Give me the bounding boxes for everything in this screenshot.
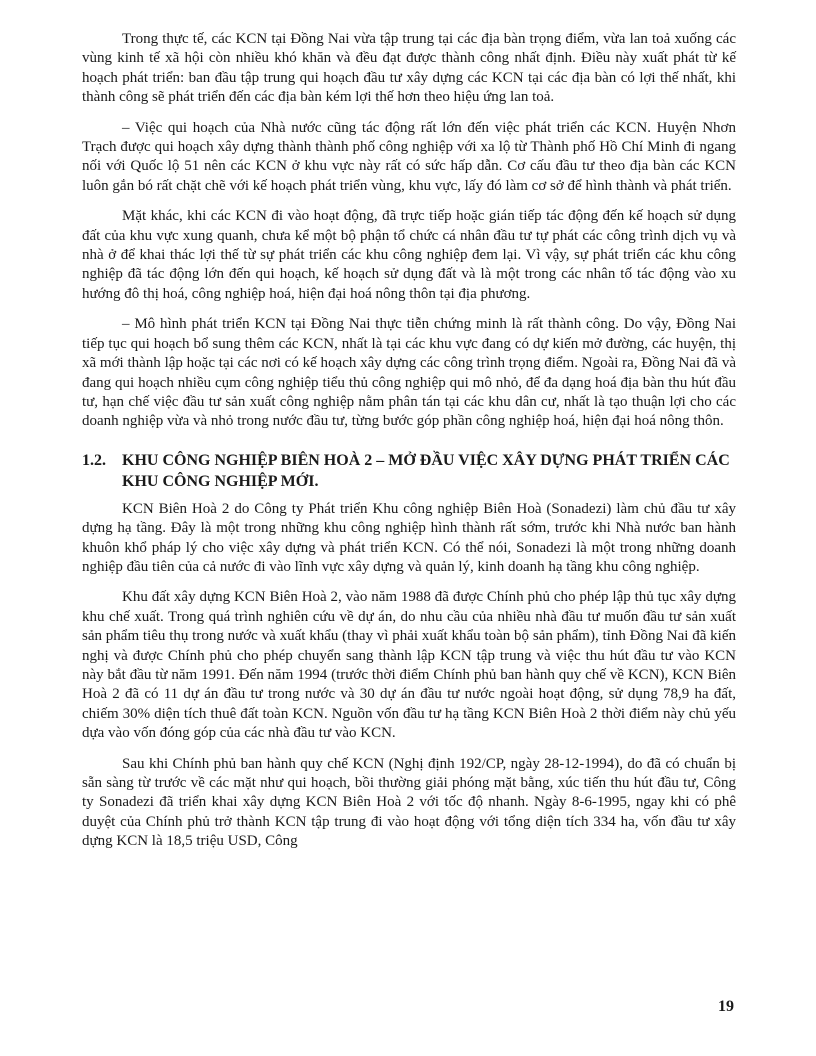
document-page bbox=[82, 30, 736, 863]
section-heading bbox=[82, 450, 736, 492]
paragraph: – Mô hình phát triển KCN tại Đồng Nai thực tiễn chứng minh là rất thành công. Do vậy, Đồng Nai tiếp tục qui hoạch bổ sung thêm các KCN, nhất là tại các khu vực đang có dự kiến mở đường, các huyện, thị xã mới thành lập hoặc tại các nơi có kế hoạch xây dựng các công trình trọng điểm. Ngoài ra, Đồng Nai đã và đang qui hoạch nhiều cụm công nghiệp tiểu thủ công nghiệp qui mô nhỏ, để đa dạng hoá địa bàn thu hút đầu tư, hạn chế việc đầu tư sản xuất công nghiệp nằm phân tán tại các khu dân cư, nhất là tạo thuận lợi cho các doanh nghiệp vừa và nhỏ trong nước đầu tư, từng bước góp phần công nghiệp hoá, hiện đại hoá nông thôn. bbox=[82, 316, 736, 430]
paragraph: – Việc qui hoạch của Nhà nước cũng tác động rất lớn đến việc phát triển các KCN. Huyện Nhơn Trạch được qui hoạch xây dựng thành thành phố công nghiệp với xa lộ từ Thành phố Hồ Chí Minh đi ngang nối với Quốc lộ 51 nên các KCN ở khu vực này rất có sức hấp dẫn. Cơ cấu đầu tư theo địa bàn các KCN luôn gắn bó rất chặt chẽ với kế hoạch phát triển vùng, khu vực, lấy đó làm cơ sở để hình thành và phát triển. bbox=[82, 119, 736, 194]
section-title: KHU CÔNG NGHIỆP BIÊN HOÀ 2 – MỞ ĐẦU VIỆC XÂY DỰNG PHÁT TRIỂN CÁC KHU CÔNG NGHIỆP MỚI. bbox=[122, 451, 730, 490]
paragraph: KCN Biên Hoà 2 do Công ty Phát triển Khu công nghiệp Biên Hoà (Sonadezi) làm chủ đầu tư xây dựng hạ tầng. Đây là một trong những khu công nghiệp hình thành rất sớm, trước khi Nhà nước ban hành khuôn khổ pháp lý cho việc xây dựng và phát triển KCN. Có thể nói, Sonadezi là một trong những doanh nghiệp đầu tiên của cả nước đi vào lĩnh vực xây dựng và quản lý, kinh doanh hạ tầng khu công nghiệp. bbox=[82, 500, 736, 575]
section-number: 1.2. bbox=[82, 451, 106, 469]
page-number: 19 bbox=[718, 998, 734, 1015]
paragraph: Mặt khác, khi các KCN đi vào hoạt động, đã trực tiếp hoặc gián tiếp tác động đến kế hoạch sử dụng đất của khu vực xung quanh, chưa kể một bộ phận tổ chức cá nhân đầu tư tự phát các công trình dịch vụ và nhà ở để khai thác lợi thế từ sự phát triển các khu công nghiệp đem lại. Vì vậy, sự phát triển các khu công nghiệp đã tác động lớn đến qui hoạch, kế hoạch sử dụng đất và là một trong các nhân tố tác động vào xu hướng đô thị hoá, công nghiệp hoá, hiện đại hoá nông thôn tại địa phương. bbox=[82, 208, 736, 302]
paragraph: Trong thực tế, các KCN tại Đồng Nai vừa tập trung tại các địa bàn trọng điểm, vừa lan toả xuống các vùng kinh tế xã hội còn nhiều khó khăn và đều đạt được thành công nhất định. Điều này xuất phát từ kế hoạch phát triển: ban đầu tập trung qui hoạch đầu tư xây dựng các KCN tại các địa bàn có lợi thế nhất, khi thành công sẽ phát triển đến các địa bàn kém lợi thế hơn theo hiệu ứng lan toả. bbox=[82, 31, 736, 106]
paragraph: Khu đất xây dựng KCN Biên Hoà 2, vào năm 1988 đã được Chính phủ cho phép lập thủ tục xây dựng khu chế xuất. Trong quá trình nghiên cứu về dự án, do nhu cầu của nhiều nhà đầu tư muốn đầu tư sản xuất sản phẩm tiêu thụ trong nước và xuất khẩu (thay vì phải xuất khẩu toàn bộ sản phẩm), tỉnh Đồng Nai đã kiến nghị và được Chính phủ cho phép chuyển sang thành lập KCN tập trung và việc thu hút đầu tư vào KCN này bắt đầu từ năm 1991. Đến năm 1994 (trước thời điểm Chính phủ ban hành quy chế về KCN), KCN Biên Hoà 2 đã có 11 dự án đầu tư trong nước và 30 dự án đầu tư nước ngoài hoạt động, sử dụng 78,9 ha đất, chiếm 30% diện tích thuê đất toàn KCN. Nguồn vốn đầu tư hạ tầng KCN Biên Hoà 2 thời điểm này chủ yếu dựa vào vốn đóng góp của các nhà đầu tư vào KCN. bbox=[82, 589, 736, 742]
paragraph: Sau khi Chính phủ ban hành quy chế KCN (Nghị định 192/CP, ngày 28-12-1994), do đã có chuẩn bị sẵn sàng từ trước về các mặt như qui hoạch, bồi thường giải phóng mặt bằng, xúc tiến thu hút đầu tư, Công ty Sonadezi đã triển khai xây dựng KCN Biên Hoà 2 với tốc độ nhanh. Ngày 8-6-1995, ngay khi có phê duyệt của Chính phủ trở thành KCN tập trung đi vào hoạt động với tổng diện tích 334 ha, vốn đầu tư xây dựng KCN là 18,5 triệu USD, Công bbox=[82, 755, 736, 850]
